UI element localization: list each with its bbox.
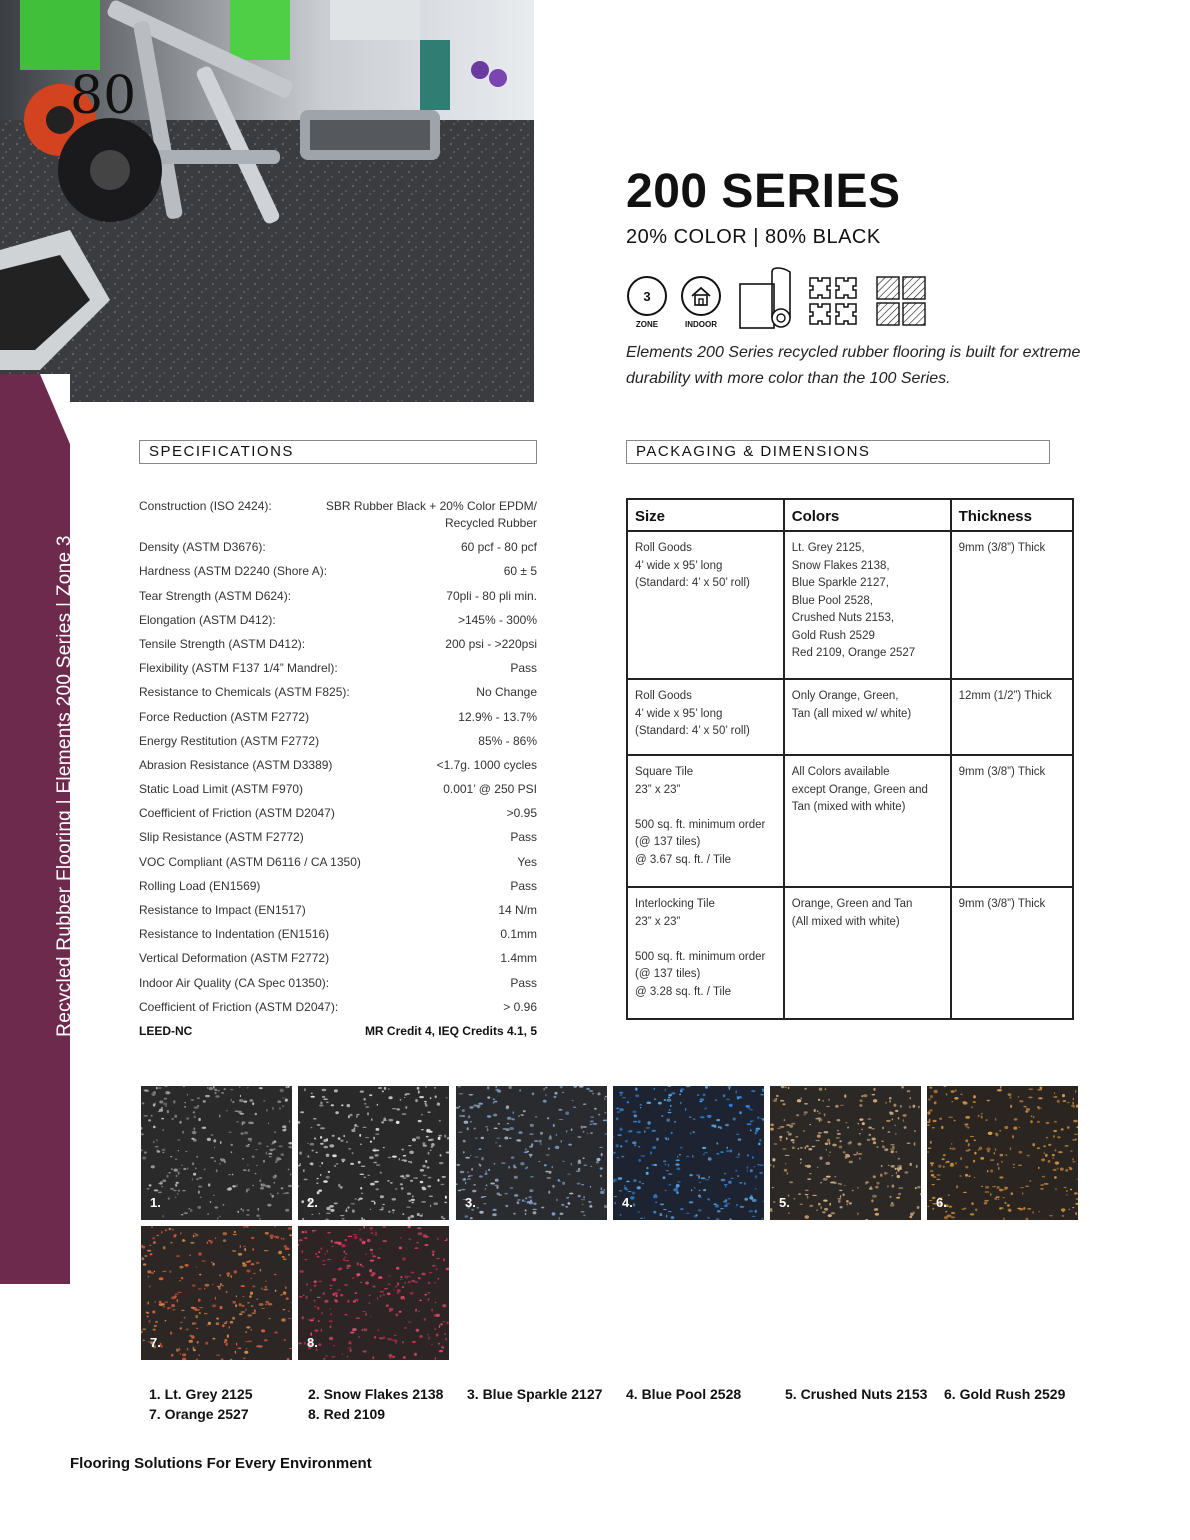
hero-gym-photo <box>0 0 534 402</box>
spec-label: Indoor Air Quality (CA Spec 01350): <box>139 975 330 990</box>
color-swatch <box>456 1086 607 1220</box>
spec-row <box>139 878 537 895</box>
spec-value: SBR Rubber Black + 20% Color EPDM/ Recycled Rubber <box>325 499 537 530</box>
spec-label: Tear Strength (ASTM D624): <box>139 588 292 603</box>
swatch-number: 8. <box>307 1335 318 1350</box>
spec-row <box>139 733 537 750</box>
spec-row <box>139 636 537 653</box>
cell-thickness: 9mm (3/8”) Thick <box>951 755 1073 887</box>
table-row <box>627 887 1073 1019</box>
swatch-label: 8. Red 2109 <box>308 1406 386 1422</box>
cell-colors: Lt. Grey 2125, Snow Flakes 2138, Blue Sparkle 2127, Blue Pool 2528, Crushed Nuts 2153, Gold Rush 2529 Red 2109, Orange 2527 <box>784 531 951 679</box>
spec-value: <1.7g. 1000 cycles <box>436 757 537 772</box>
indoor-house-icon <box>680 275 722 317</box>
spec-value: Yes <box>517 854 537 869</box>
swatch-number: 3. <box>465 1195 476 1210</box>
spec-label: Abrasion Resistance (ASTM D3389) <box>139 757 333 772</box>
color-swatch <box>613 1086 764 1220</box>
spec-row <box>139 854 537 871</box>
spec-label: Force Reduction (ASTM F2772) <box>139 709 310 724</box>
swatch-label: 3. Blue Sparkle 2127 <box>467 1386 603 1402</box>
spec-row <box>139 588 537 605</box>
cell-size: Interlocking Tile 23” x 23” 500 sq. ft. minimum order (@ 137 tiles) @ 3.28 sq. ft. / Tile <box>627 887 784 1019</box>
page-title: 200 SERIES <box>626 165 901 218</box>
zone-number: 3 <box>643 289 651 304</box>
spec-label: Resistance to Chemicals (ASTM F825): <box>139 685 350 700</box>
swatch-texture <box>298 1086 449 1220</box>
spec-row <box>139 1023 537 1040</box>
spec-label: Static Load Limit (ASTM F970) <box>139 782 304 797</box>
spec-value: No Change <box>476 685 537 700</box>
spec-value: 60 pcf - 80 pcf <box>460 540 537 555</box>
spec-value: 70pli - 80 pli min. <box>446 588 537 603</box>
spec-row <box>139 926 537 943</box>
spec-row <box>139 563 537 580</box>
footer-tagline: Flooring Solutions For Every Environment <box>70 1455 372 1472</box>
cell-thickness: 12mm (1/2”) Thick <box>951 679 1073 755</box>
spec-value: >0.95 <box>506 806 537 821</box>
page-number: 80 <box>70 66 137 126</box>
spec-value: Pass <box>510 878 537 893</box>
spec-value: 0.001’ @ 250 PSI <box>443 782 537 797</box>
spec-value: Pass <box>510 661 537 676</box>
tagline: Elements 200 Series recycled rubber flooring is built for extreme durability with more color than the 100 Series. <box>626 344 1081 387</box>
gym-equipment-illustration <box>0 0 534 402</box>
swatch-number: 4. <box>622 1195 633 1210</box>
spec-row <box>139 805 537 822</box>
swatch-number: 7. <box>150 1335 161 1350</box>
color-swatch <box>141 1226 292 1360</box>
page-subtitle: 20% COLOR | 80% BLACK <box>626 226 881 248</box>
zone-label: ZONE <box>635 320 659 329</box>
swatch-label: 7. Orange 2527 <box>149 1406 249 1422</box>
spec-row <box>139 539 537 556</box>
packaging-table-header-row <box>627 499 1073 531</box>
table-row <box>627 755 1073 887</box>
packaging-table <box>626 498 1074 1020</box>
zone-badge-icon <box>626 275 668 317</box>
spec-label: Energy Restitution (ASTM F2772) <box>139 733 320 748</box>
column-header-size: Size <box>627 499 784 531</box>
swatch-number: 6. <box>936 1195 947 1210</box>
interlocking-tile-icon <box>806 274 860 328</box>
swatch-number: 5. <box>779 1195 790 1210</box>
swatch-number: 2. <box>307 1195 318 1210</box>
spec-row <box>139 612 537 629</box>
cell-colors: Orange, Green and Tan (All mixed with white) <box>784 887 951 1019</box>
side-band-label: Recycled Rubber Flooring | Elements 200 Series | Zone 3 <box>54 535 75 1037</box>
spec-value: 1.4mm <box>500 951 537 966</box>
spec-label: Coefficient of Friction (ASTM D2047) <box>139 806 335 821</box>
swatch-texture <box>613 1086 764 1220</box>
spec-label: Tensile Strength (ASTM D412): <box>139 636 306 651</box>
indoor-label: INDOOR <box>685 320 717 329</box>
cell-colors: All Colors available except Orange, Green and Tan (mixed with white) <box>784 755 951 887</box>
spec-value: 0.1mm <box>500 927 537 942</box>
spec-label: Density (ASTM D3676): <box>139 540 266 555</box>
spec-label: LEED-NC <box>139 1023 193 1038</box>
swatch-texture <box>141 1086 292 1220</box>
swatch-label: 6. Gold Rush 2529 <box>944 1386 1066 1402</box>
table-row <box>627 531 1073 679</box>
spec-value: >145% - 300% <box>457 612 537 627</box>
swatch-texture <box>298 1226 449 1360</box>
cell-thickness: 9mm (3/8”) Thick <box>951 887 1073 1019</box>
spec-value: MR Credit 4, IEQ Credits 4.1, 5 <box>364 1023 537 1038</box>
cell-thickness: 9mm (3/8”) Thick <box>951 531 1073 679</box>
spec-label: Rolling Load (EN1569) <box>139 878 261 893</box>
swatch-label: 5. Crushed Nuts 2153 <box>785 1386 928 1402</box>
spec-label: Hardness (ASTM D2240 (Shore A): <box>139 564 328 579</box>
color-swatch <box>298 1226 449 1360</box>
swatch-label: 1. Lt. Grey 2125 <box>149 1386 253 1402</box>
swatch-texture <box>141 1226 292 1360</box>
spec-label: Construction (ISO 2424): <box>139 499 272 513</box>
swatch-label: 2. Snow Flakes 2138 <box>308 1386 444 1402</box>
swatch-texture <box>770 1086 921 1220</box>
cell-size: Square Tile 23” x 23” 500 sq. ft. minimum order (@ 137 tiles) @ 3.67 sq. ft. / Tile <box>627 755 784 887</box>
cell-colors: Only Orange, Green, Tan (all mixed w/ white) <box>784 679 951 755</box>
specifications-header: SPECIFICATIONS <box>139 440 537 464</box>
cell-size: Roll Goods 4’ wide x 95’ long (Standard: 4’ x 50’ roll) <box>627 679 784 755</box>
color-swatch <box>770 1086 921 1220</box>
color-swatch <box>298 1086 449 1220</box>
spec-row <box>139 709 537 726</box>
spec-label: Resistance to Impact (EN1517) <box>139 903 306 917</box>
spec-row <box>139 999 537 1016</box>
spec-value: 85% - 86% <box>478 733 537 748</box>
spec-value: > 0.96 <box>503 999 537 1014</box>
spec-row <box>139 950 537 967</box>
spec-value: 200 psi - >220psi <box>445 636 537 651</box>
swatch-texture <box>927 1086 1078 1220</box>
spec-row <box>139 498 537 532</box>
swatch-number: 1. <box>150 1195 161 1210</box>
color-swatch <box>141 1086 292 1220</box>
spec-row <box>139 660 537 677</box>
spec-value: Pass <box>510 975 537 990</box>
packaging-header: PACKAGING & DIMENSIONS <box>626 440 1050 464</box>
spec-label: Slip Resistance (ASTM F2772) <box>139 830 304 845</box>
specifications-list <box>139 498 537 1047</box>
spec-label: Vertical Deformation (ASTM F2772) <box>139 951 330 966</box>
spec-label: VOC Compliant (ASTM D6116 / CA 1350) <box>139 854 361 869</box>
cell-size: Roll Goods 4’ wide x 95’ long (Standard: 4’ x 50’ roll) <box>627 531 784 679</box>
spec-value: 12.9% - 13.7% <box>458 709 537 724</box>
spec-value: 60 ± 5 <box>503 564 537 579</box>
column-header-colors: Colors <box>784 499 951 531</box>
spec-label: Coefficient of Friction (ASTM D2047): <box>139 999 339 1014</box>
spec-row <box>139 829 537 846</box>
spec-row <box>139 757 537 774</box>
swatch-label: 4. Blue Pool 2528 <box>626 1386 742 1402</box>
spec-label: Elongation (ASTM D412): <box>139 612 276 627</box>
square-tile-icon <box>874 274 928 328</box>
spec-row <box>139 975 537 992</box>
spec-row <box>139 684 537 701</box>
swatch-texture <box>456 1086 607 1220</box>
spec-row <box>139 781 537 798</box>
spec-value: Pass <box>510 830 537 845</box>
color-swatch <box>927 1086 1078 1220</box>
spec-value: 14 N/m <box>498 903 537 917</box>
spec-row <box>139 902 537 919</box>
spec-label: Resistance to Indentation (EN1516) <box>139 927 330 942</box>
spec-label: Flexibility (ASTM F137 1/4” Mandrel): <box>139 661 338 676</box>
roll-goods-icon <box>738 266 794 330</box>
column-header-thickness: Thickness <box>951 499 1073 531</box>
table-row <box>627 679 1073 755</box>
